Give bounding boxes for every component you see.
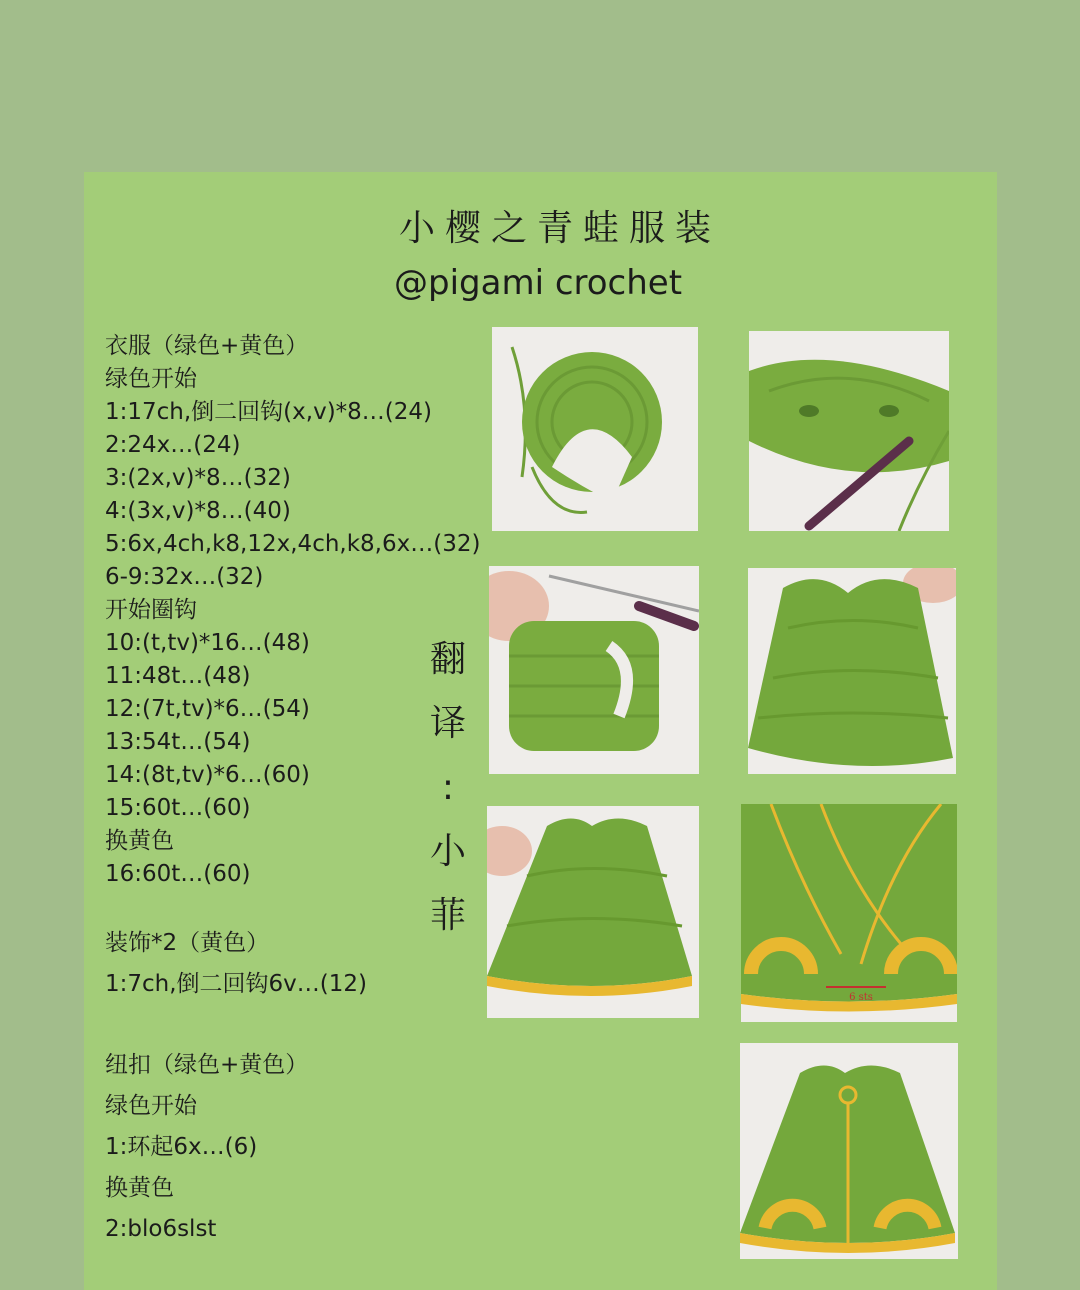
translator-char: :: [441, 767, 455, 808]
pattern-row: 13:54t…(54): [105, 729, 251, 755]
translator-char: 翻: [429, 639, 466, 680]
translator-char: 菲: [429, 895, 466, 936]
step-photo-ring: [492, 327, 698, 531]
pattern-row: 16:60t…(60): [105, 861, 251, 887]
pattern-row: 12:(7t,tv)*6…(54): [105, 696, 310, 722]
pattern-row: 14:(8t,tv)*6…(60): [105, 762, 310, 788]
step-photo-tube: [489, 566, 699, 774]
pattern-row: 1:17ch,倒二回钩(x,v)*8…(24): [105, 399, 433, 425]
decoration-heading: 装饰*2（黄色）: [105, 930, 270, 956]
change-color: 换黄色: [105, 828, 174, 854]
pattern-row: 6-9:32x…(32): [105, 564, 264, 590]
pattern-row: 11:48t…(48): [105, 663, 251, 689]
pattern-row: 4:(3x,v)*8…(40): [105, 498, 291, 524]
step-photo-decorations: [741, 804, 957, 1022]
step-photo-finished: [740, 1043, 958, 1259]
pattern-row: 1:环起6x…(6): [105, 1134, 258, 1160]
translator-char: 小: [429, 831, 466, 872]
change-color: 换黄色: [105, 1175, 174, 1201]
pattern-row: 2:24x…(24): [105, 432, 241, 458]
button-start: 绿色开始: [105, 1093, 197, 1119]
step-photo-dress: [748, 568, 956, 774]
pattern-row: 1:7ch,倒二回钩6v…(12): [105, 971, 368, 997]
translator-credit: [424, 628, 472, 948]
pattern-row: 3:(2x,v)*8…(32): [105, 465, 291, 491]
pattern-row: 15:60t…(60): [105, 795, 251, 821]
button-heading: 纽扣（绿色+黄色）: [105, 1052, 309, 1078]
step-photo-hook: [749, 331, 949, 531]
author-handle: @pigami crochet: [394, 263, 683, 303]
pattern-row: 2:blo6slst: [105, 1216, 217, 1242]
pattern-row: 5:6x,4ch,k8,12x,4ch,k8,6x…(32): [105, 531, 481, 557]
round-start: 开始圈钩: [105, 597, 197, 623]
stitch-count-label: 6 sts: [849, 992, 873, 1003]
clothes-start: 绿色开始: [105, 366, 197, 392]
pattern-row: 10:(t,tv)*16…(48): [105, 630, 310, 656]
page-title: 小樱之青蛙服装: [398, 208, 721, 249]
step-photo-hem: [487, 806, 699, 1018]
clothes-heading: 衣服（绿色+黄色）: [105, 333, 309, 359]
translator-char: 译: [429, 703, 466, 744]
